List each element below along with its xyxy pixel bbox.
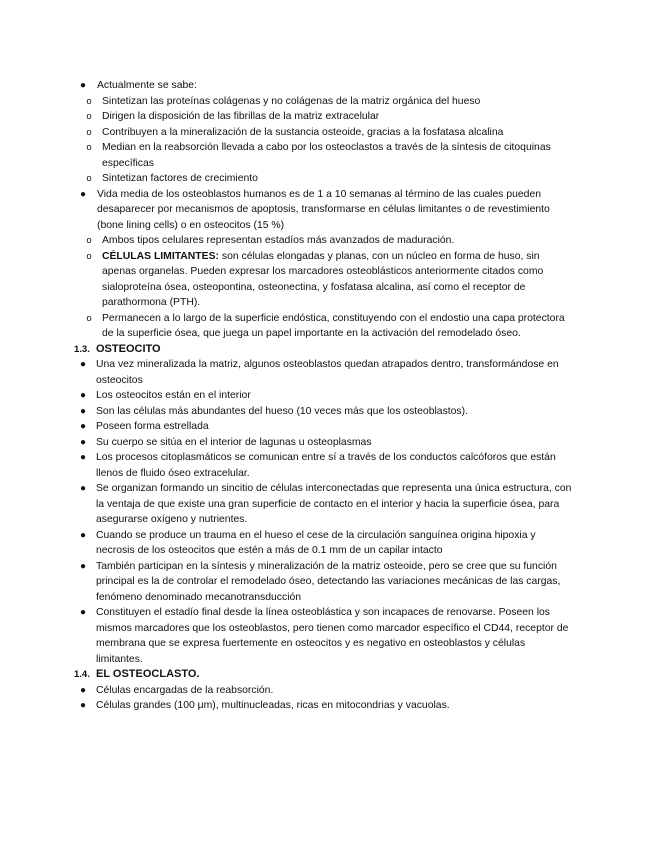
bullet-marker: ● [79, 421, 87, 432]
list-item-text: Poseen forma estrellada [96, 421, 209, 432]
bullet-marker: ● [79, 529, 87, 541]
bullet-marker: ● [79, 607, 87, 618]
section-heading [74, 667, 574, 683]
sub-list-item [74, 311, 574, 342]
bullet-marker: ● [79, 359, 87, 370]
circle-marker: o [86, 142, 92, 153]
list-item-text: Contribuyen a la mineralización de la sustancia osteoide, gracias a la fosfatasa alcalina [102, 126, 504, 138]
list-item-text: Son las células más abundantes del hueso (10 veces más que los osteoblastos). [96, 405, 468, 417]
bullet-marker: ● [79, 405, 87, 417]
section-heading [74, 342, 574, 358]
list-item-text: Sintetizan factores de crecimiento [102, 173, 258, 184]
list-item-text: Una vez mineralizada la matriz, algunos osteoblastos quedan atrapados dentro, transformándose en osteocitos [96, 359, 559, 386]
sub-list-item [74, 109, 574, 125]
term-label: CÉLULAS LIMITANTES: [102, 250, 219, 262]
list-item-text: Ambos tipos celulares representan estadíos más avanzados de maduración. [102, 235, 455, 246]
list-item [74, 559, 574, 606]
section-number: 1.3. [74, 343, 90, 355]
sub-list-item [74, 94, 574, 110]
circle-marker: o [86, 250, 92, 262]
list-item-text: Actualmente se sabe: [97, 80, 197, 91]
list-item-text: Cuando se produce un trauma en el hueso el cese de la circulación sanguínea origina hipoxia y necrosis de los osteocitos que estén a más de 0.1 mm de un capilar intacto [96, 529, 536, 556]
list-item [74, 404, 574, 420]
list-item [74, 698, 574, 714]
bullet-marker: ● [79, 452, 87, 463]
bullet-marker: ● [79, 684, 87, 696]
bullet-marker: ● [79, 700, 87, 711]
section-number: 1.4. [74, 669, 90, 680]
bullet-marker: ● [79, 436, 87, 448]
circle-marker: o [86, 126, 92, 138]
list-item [74, 357, 574, 388]
list-item [74, 683, 574, 699]
sub-list-item [74, 233, 574, 249]
sub-list-item [74, 125, 574, 141]
list-item [74, 450, 574, 481]
list-item-text: Dirigen la disposición de las fibrillas de la matriz extracelular [102, 111, 380, 122]
document-body [74, 78, 574, 714]
section-title: OSTEOCITO [96, 342, 161, 355]
list-item [74, 419, 574, 435]
section-title: EL OSTEOCLASTO. [96, 668, 200, 680]
list-item-text: También participan en la síntesis y mineralización de la matriz osteoide, pero se cree que su función principal es la de controlar el remodelado óseo, detectando las variaciones mecánicas de las cargas, fenómeno denominado mecanotransducción [96, 560, 561, 603]
list-item [74, 605, 574, 667]
list-item [74, 388, 574, 404]
list-item-text: Permanecen a lo largo de la superficie endóstica, constituyendo con el endostio una capa protectora de la superficie ósea, que juega un papel importante en la activación del remodelado óseo. [102, 312, 565, 339]
bullet-marker: ● [79, 390, 87, 401]
list-item-text: Células grandes (100 μm), multinucleadas, ricas en mitocondrias y vacuolas. [96, 700, 450, 711]
circle-marker: o [86, 111, 92, 122]
bullet-marker: ● [79, 560, 87, 572]
list-item-text: Los osteocitos están en el interior [96, 390, 251, 401]
list-item [74, 481, 574, 528]
list-item [74, 78, 574, 94]
sub-list-item [74, 249, 574, 311]
circle-marker: o [86, 95, 92, 107]
circle-marker: o [86, 312, 92, 324]
list-item-text: Constituyen el estadío final desde la línea osteoblástica y son incapaces de renovarse. Poseen los mismos marcadores que los osteoblastos, pero tienen como marcador específico el CD44, receptor de membrana que se expresa fuertemente en osteocitos y es negativo en osteoblastos y células limitantes. [96, 607, 569, 665]
sub-list-item [74, 140, 574, 171]
sub-list-item [74, 171, 574, 187]
list-item-text: Células encargadas de la reabsorción. [96, 684, 274, 696]
list-item-text: Vida media de los osteoblastos humanos es de 1 a 10 semanas al término de las cuales pueden desaparecer por mecanismos de apoptosis, transformarse en células limitantes o de revestimiento (bone lining cells) o en osteocitos (15 %) [97, 188, 550, 231]
list-item [74, 435, 574, 451]
list-item-text: Se organizan formando un sincitio de células interconectadas que representa una única estructura, con la ventaja de que existe una gran superficie de contacto en el interior y hacia la superficie ósea, para asegurarse oxígeno y nutrientes. [96, 483, 572, 525]
list-item-text: Median en la reabsorción llevada a cabo por los osteoclastos a través de la síntesis de citoquinas específicas [102, 142, 551, 169]
circle-marker: o [86, 235, 92, 246]
bullet-marker: ● [79, 483, 87, 494]
list-item-text: Sintetizan las proteínas colágenas y no colágenas de la matriz orgánica del hueso [102, 95, 481, 107]
circle-marker: o [86, 173, 92, 184]
bullet-marker: ● [79, 188, 87, 200]
list-item [74, 187, 574, 234]
list-item-text: Su cuerpo se sitúa en el interior de lagunas u osteoplasmas [96, 436, 372, 448]
list-item-text: son células elongadas y planas, con un núcleo en forma de huso, sin apenas organelas. Pueden expresar los marcadores osteoblásticos anteriormente citados como sialoproteína ósea, osteopontina, osteonectina, y fosfatasa alcalina, así como el receptor de parathormona (PTH). [102, 250, 544, 308]
list-item [74, 528, 574, 559]
list-item-text: Los procesos citoplasmáticos se comunican entre sí a través de los conductos calcóforos que están llenos de fluido óseo extracelular. [96, 452, 556, 479]
bullet-marker: ● [79, 80, 87, 91]
